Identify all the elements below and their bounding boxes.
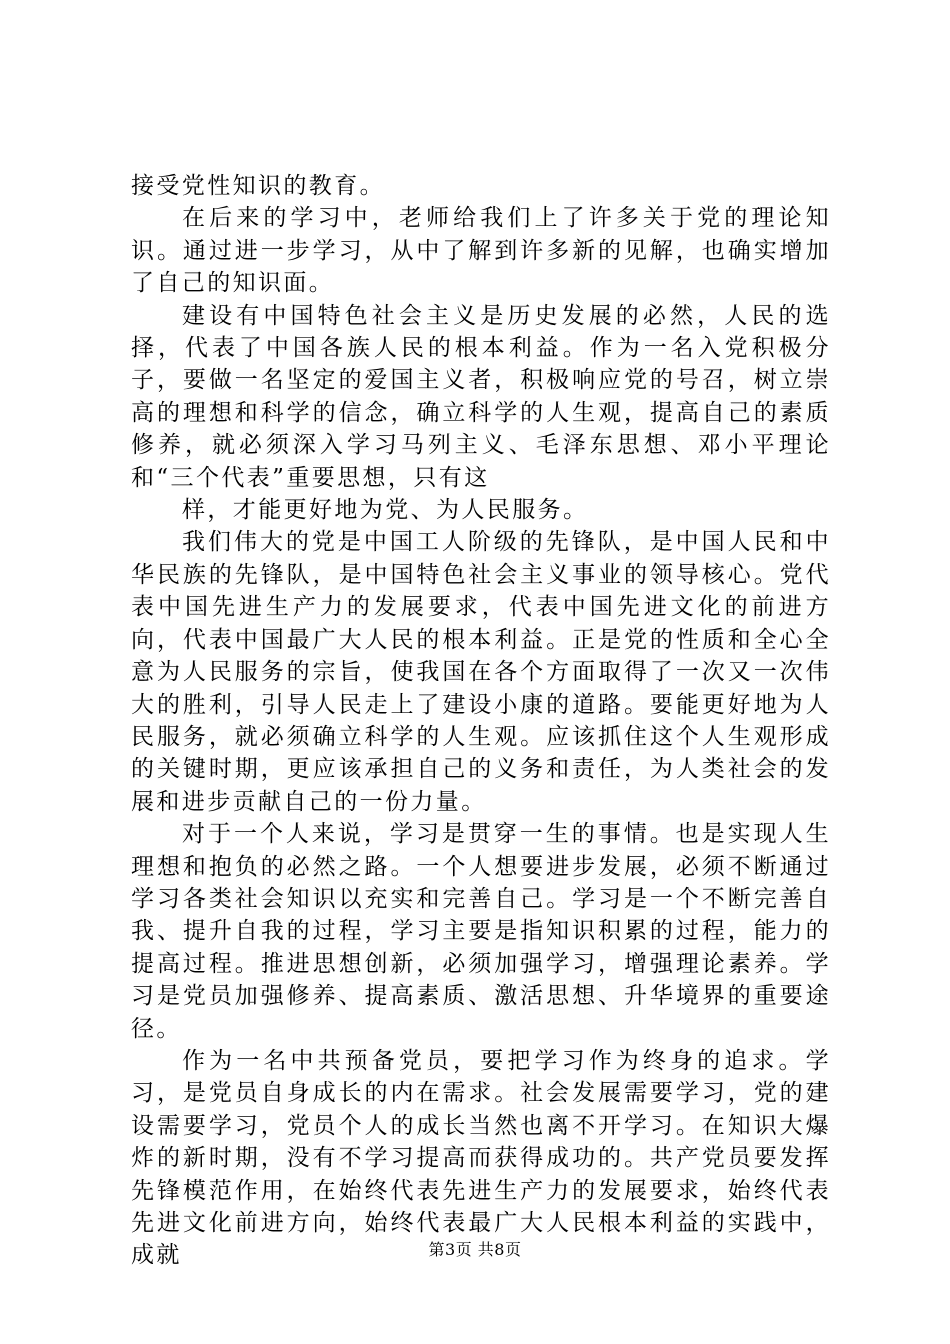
paragraph-continuation: 接受党性知识的教育。 — [131, 173, 385, 199]
paragraph: 对于一个人来说，学习是贯穿一生的事情。也是实现人生理想和抱负的必然之路。一个人想要进步发展，必须不断通过学习各类社会知识以充实和完善自己。学习是一个不断完善自我、提升自我的过程，学习主要是指知识积累的过程，能力的提高过程。推进思想创新，必须加强学习，增强理论素养。学习是党员加强修养、提高素质、激活思想、升华境界的重要途径。 — [131, 821, 831, 1042]
paragraph: 我们伟大的党是中国工人阶级的先锋队，是中国人民和中华民族的先锋队，是中国特色社会主义事业的领导核心。党代表中国先进生产力的发展要求，代表中国先进文化的前进方向，代表中国最广大人民的根本利益。正是党的性质和全心全意为人民服务的宗旨，使我国在各个方面取得了一次又一次伟大的胜利，引导人民走上了建设小康的道路。要能更好地为人民服务，就必须确立科学的人生观。应该抓住这个人生观形成的关键时期，更应该承担自己的义务和责任，为人类社会的发展和进步贡献自己的一份力量。 — [131, 529, 831, 815]
page-number-footer: 第3页 共8页 — [428, 1240, 522, 1259]
document-body — [131, 170, 831, 1272]
paragraph: 在后来的学习中，老师给我们上了许多关于党的理论知识。通过进一步学习，从中了解到许多新的见解，也确实增加了自己的知识面。 — [131, 205, 831, 297]
paragraph: 样，才能更好地为党、为人民服务。 — [182, 497, 589, 524]
paragraph: 作为一名中共预备党员，要把学习作为终身的追求。学习，是党员自身成长的内在需求。社会发展需要学习，党的建设需要学习，党员个人的成长当然也离不开学习。在知识大爆炸的新时期，没有不学习提高而获得成功的。共产党员要发挥先锋模范作用，在始终代表先进生产力的发展要求，始终代表先进文化前进方向，始终代表最广大人民根本利益的实践中，成就 — [131, 1047, 831, 1269]
paragraph: 建设有中国特色社会主义是历史发展的必然，人民的选择，代表了中国各族人民的根本利益。作为一名入党积极分子，要做一名坚定的爱国主义者，积极响应党的号召，树立崇高的理想和科学的信念，确立科学的人生观，提高自己的素质修养，就必须深入学习马列主义、毛泽东思想、邓小平理论和“三个代表”重要思想，只有这 — [131, 302, 831, 491]
